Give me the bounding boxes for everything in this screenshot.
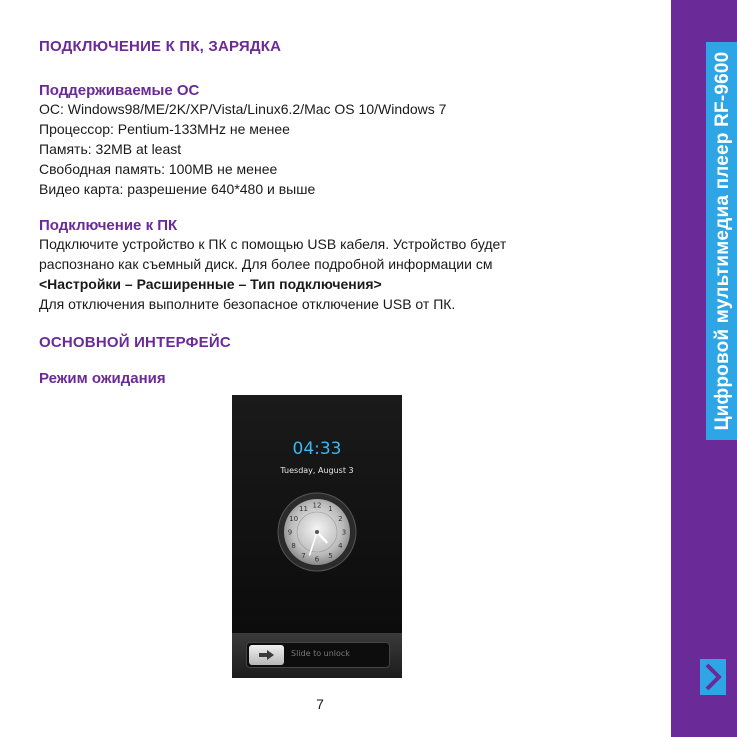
clock-number: 8: [291, 542, 296, 550]
lock-screen: [232, 395, 402, 633]
unlock-slider-track[interactable]: [246, 642, 390, 668]
lock-date: Tuesday, August 3: [280, 466, 354, 475]
page-number: 7: [316, 696, 324, 712]
cpu-line: Процессор: Pentium-133MHz не менее: [39, 121, 290, 137]
section-title-main-interface: ОСНОВНОЙ ИНТЕРФЕЙС: [39, 334, 231, 351]
clock-number: 12: [312, 501, 322, 510]
pc-connection-line: Подключите устройство к ПК с помощью USB кабеля. Устройство будет: [39, 236, 507, 252]
section-title-pc-connection: ПОДКЛЮЧЕНИЕ К ПК, ЗАРЯДКА: [39, 38, 282, 55]
pc-connection-line: распознано как съемный диск. Для более подробной информации см: [39, 256, 493, 272]
pc-disconnect-line: Для отключения выполните безопасное отключение USB от ПК.: [39, 296, 456, 312]
clock-number: 11: [299, 505, 308, 514]
unlock-slider-knob[interactable]: [249, 645, 284, 665]
clock-number: 10: [289, 515, 299, 523]
clock-number: 9: [287, 528, 293, 537]
subtitle-supported-os: Поддерживаемые ОС: [39, 82, 200, 99]
clock-number: 7: [301, 551, 306, 560]
clock-number: 6: [314, 555, 320, 564]
unlock-label: Slide to unlock: [291, 649, 350, 658]
page-content: [39, 38, 639, 387]
subtitle-standby-mode: Режим ожидания: [39, 370, 166, 387]
video-card-line: Видео карта: разрешение 640*480 и выше: [39, 181, 316, 197]
os-line: ОС: Windows98/ME/2K/XP/Vista/Linux6.2/Mac OS 10/Windows 7: [39, 101, 447, 117]
subtitle-pc-connection: Подключение к ПК: [39, 217, 178, 234]
phone-standby-screenshot: [232, 395, 402, 678]
memory-line: Память: 32MB at least: [39, 141, 182, 157]
next-page-button[interactable]: [700, 659, 726, 695]
clock-number: 2: [338, 515, 343, 523]
product-label: [706, 42, 737, 440]
sidebar: [671, 0, 737, 737]
clock-number: 3: [341, 528, 347, 537]
product-label-text: Цифровой мультимедиа плеер RF-9600: [712, 51, 733, 431]
arrow-right-icon: [249, 645, 284, 665]
lock-time: 04:33: [292, 439, 342, 459]
slide-to-unlock-bar: [232, 633, 402, 678]
settings-path: <Настройки – Расширенные – Тип подключения>: [39, 276, 382, 292]
analog-clock-icon: [277, 492, 357, 572]
clock-number: 5: [328, 551, 333, 560]
clock-number: 4: [338, 542, 343, 550]
free-memory-line: Свободная память: 100MB не менее: [39, 161, 278, 177]
chevron-right-icon: [700, 659, 726, 695]
clock-number: 1: [328, 505, 333, 514]
